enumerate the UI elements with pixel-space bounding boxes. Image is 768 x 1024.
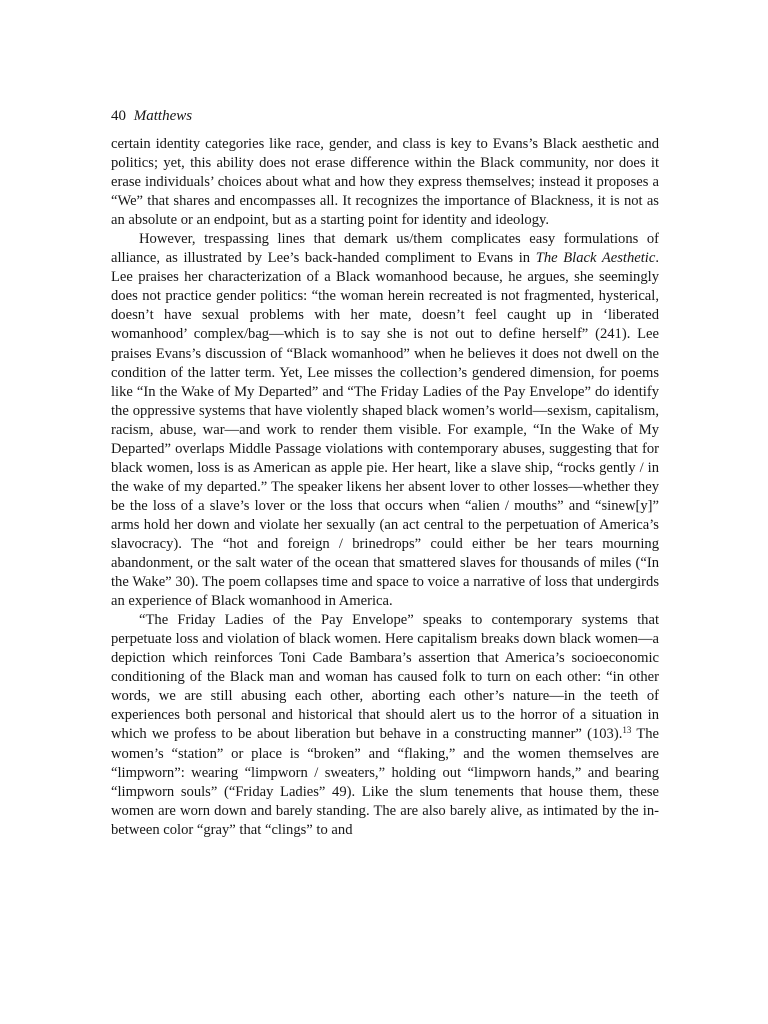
body-text: [111, 135, 659, 840]
footnote-reference[interactable]: 13: [622, 725, 632, 736]
page-number: 40: [111, 108, 126, 124]
paragraph-3-text-end: The women’s “station” or place is “broken” and “flaking,” and the women themselves are “limpworn”: wearing “limpworn / sweaters,” holding out “limpworn hands,” and bearing “limpworn souls” (“Friday Ladies” 49). Like the slum tenements that house them, these women are worn down and barely standing. The are also barely alive, as intimated by the in-between color “gray” that “clings” to and: [111, 726, 660, 838]
paragraph-2: [111, 230, 659, 611]
book-title: The Black Aesthetic: [535, 250, 656, 267]
paragraph-3: [111, 611, 659, 840]
paragraph-2-text-end: . Lee praises her characterization of a Black womanhood because, he argues, she seemingly does not practice gender politics: “the woman herein recreated is not fragmented, hysterical, doesn’t have sexual problems with her mate, doesn’t feel caught up in ‘liberated womanhood’ complex/bag—which is to say she is not out to define herself” (241). Lee praises Evans’s discussion of “Black womanhood” when he believes it does not dwell on the condition of the latter term. Yet, Lee misses the collection’s gendered dimension, for poems like “In the Wake of My Departed” and “The Friday Ladies of the Pay Envelope” do identify the oppressive systems that have violently shaped black women’s world—sexism, capitalism, racism, abuse, war—and work to render them visible. For example, “In the Wake of My Departed” overlaps Middle Passage violations with contemporary abuses, suggesting that for black women, loss is as American as apple pie. Her heart, like a slave ship, “rocks gently / in the wake of my departed.” The speaker likens her absent lover to other losses—whether they be the loss of a slave’s lover or the loss that occurs when “alien / mouths” and “sinew[y]” arms hold her down and violate her sexually (an act central to the perpetuation of America’s slavocracy). The “hot and foreign / brinedrops” could either be her tears mourning abandonment, or the salt water of the ocean that smattered slaves for thousands of miles (“In the Wake” 30). The poem collapses time and space to voice a narrative of loss that undergirds an experience of Black womanhood in America.: [111, 250, 659, 610]
paragraph-1: certain identity categories like race, gender, and class is key to Evans’s Black aesthetic and politics; yet, this ability does not erase difference within the Black community, nor does it erase individuals’ choices about what and how they express themselves; instead it proposes a “We” that shares and encompasses all. It recognizes the importance of Blackness, it is not as an absolute or an endpoint, but as a starting point for identity and ideology.: [111, 136, 659, 229]
paragraph-2-text-start: However, trespassing lines that demark us/them complicates easy formulations of alliance, as illustrated by Lee’s back-handed compliment to Evans in: [111, 231, 659, 267]
running-head: [111, 106, 659, 126]
document-page: [111, 106, 659, 840]
paragraph-3-text-start: “The Friday Ladies of the Pay Envelope” speaks to contemporary systems that perpetuate loss and violation of black women. Here capitalism breaks down black women—a depiction which reinforces Toni Cade Bambara’s assertion that America’s socioeconomic conditioning of the Black man and woman has caused folk to turn on each other: “in other words, we are still abusing each other, aborting each other’s nature—in the teeth of experiences both personal and historical that should alert us to the horror of a situation in which we profess to be about liberation but behave in a constructing manner” (103).: [111, 612, 659, 743]
running-head-author: Matthews: [133, 108, 193, 124]
